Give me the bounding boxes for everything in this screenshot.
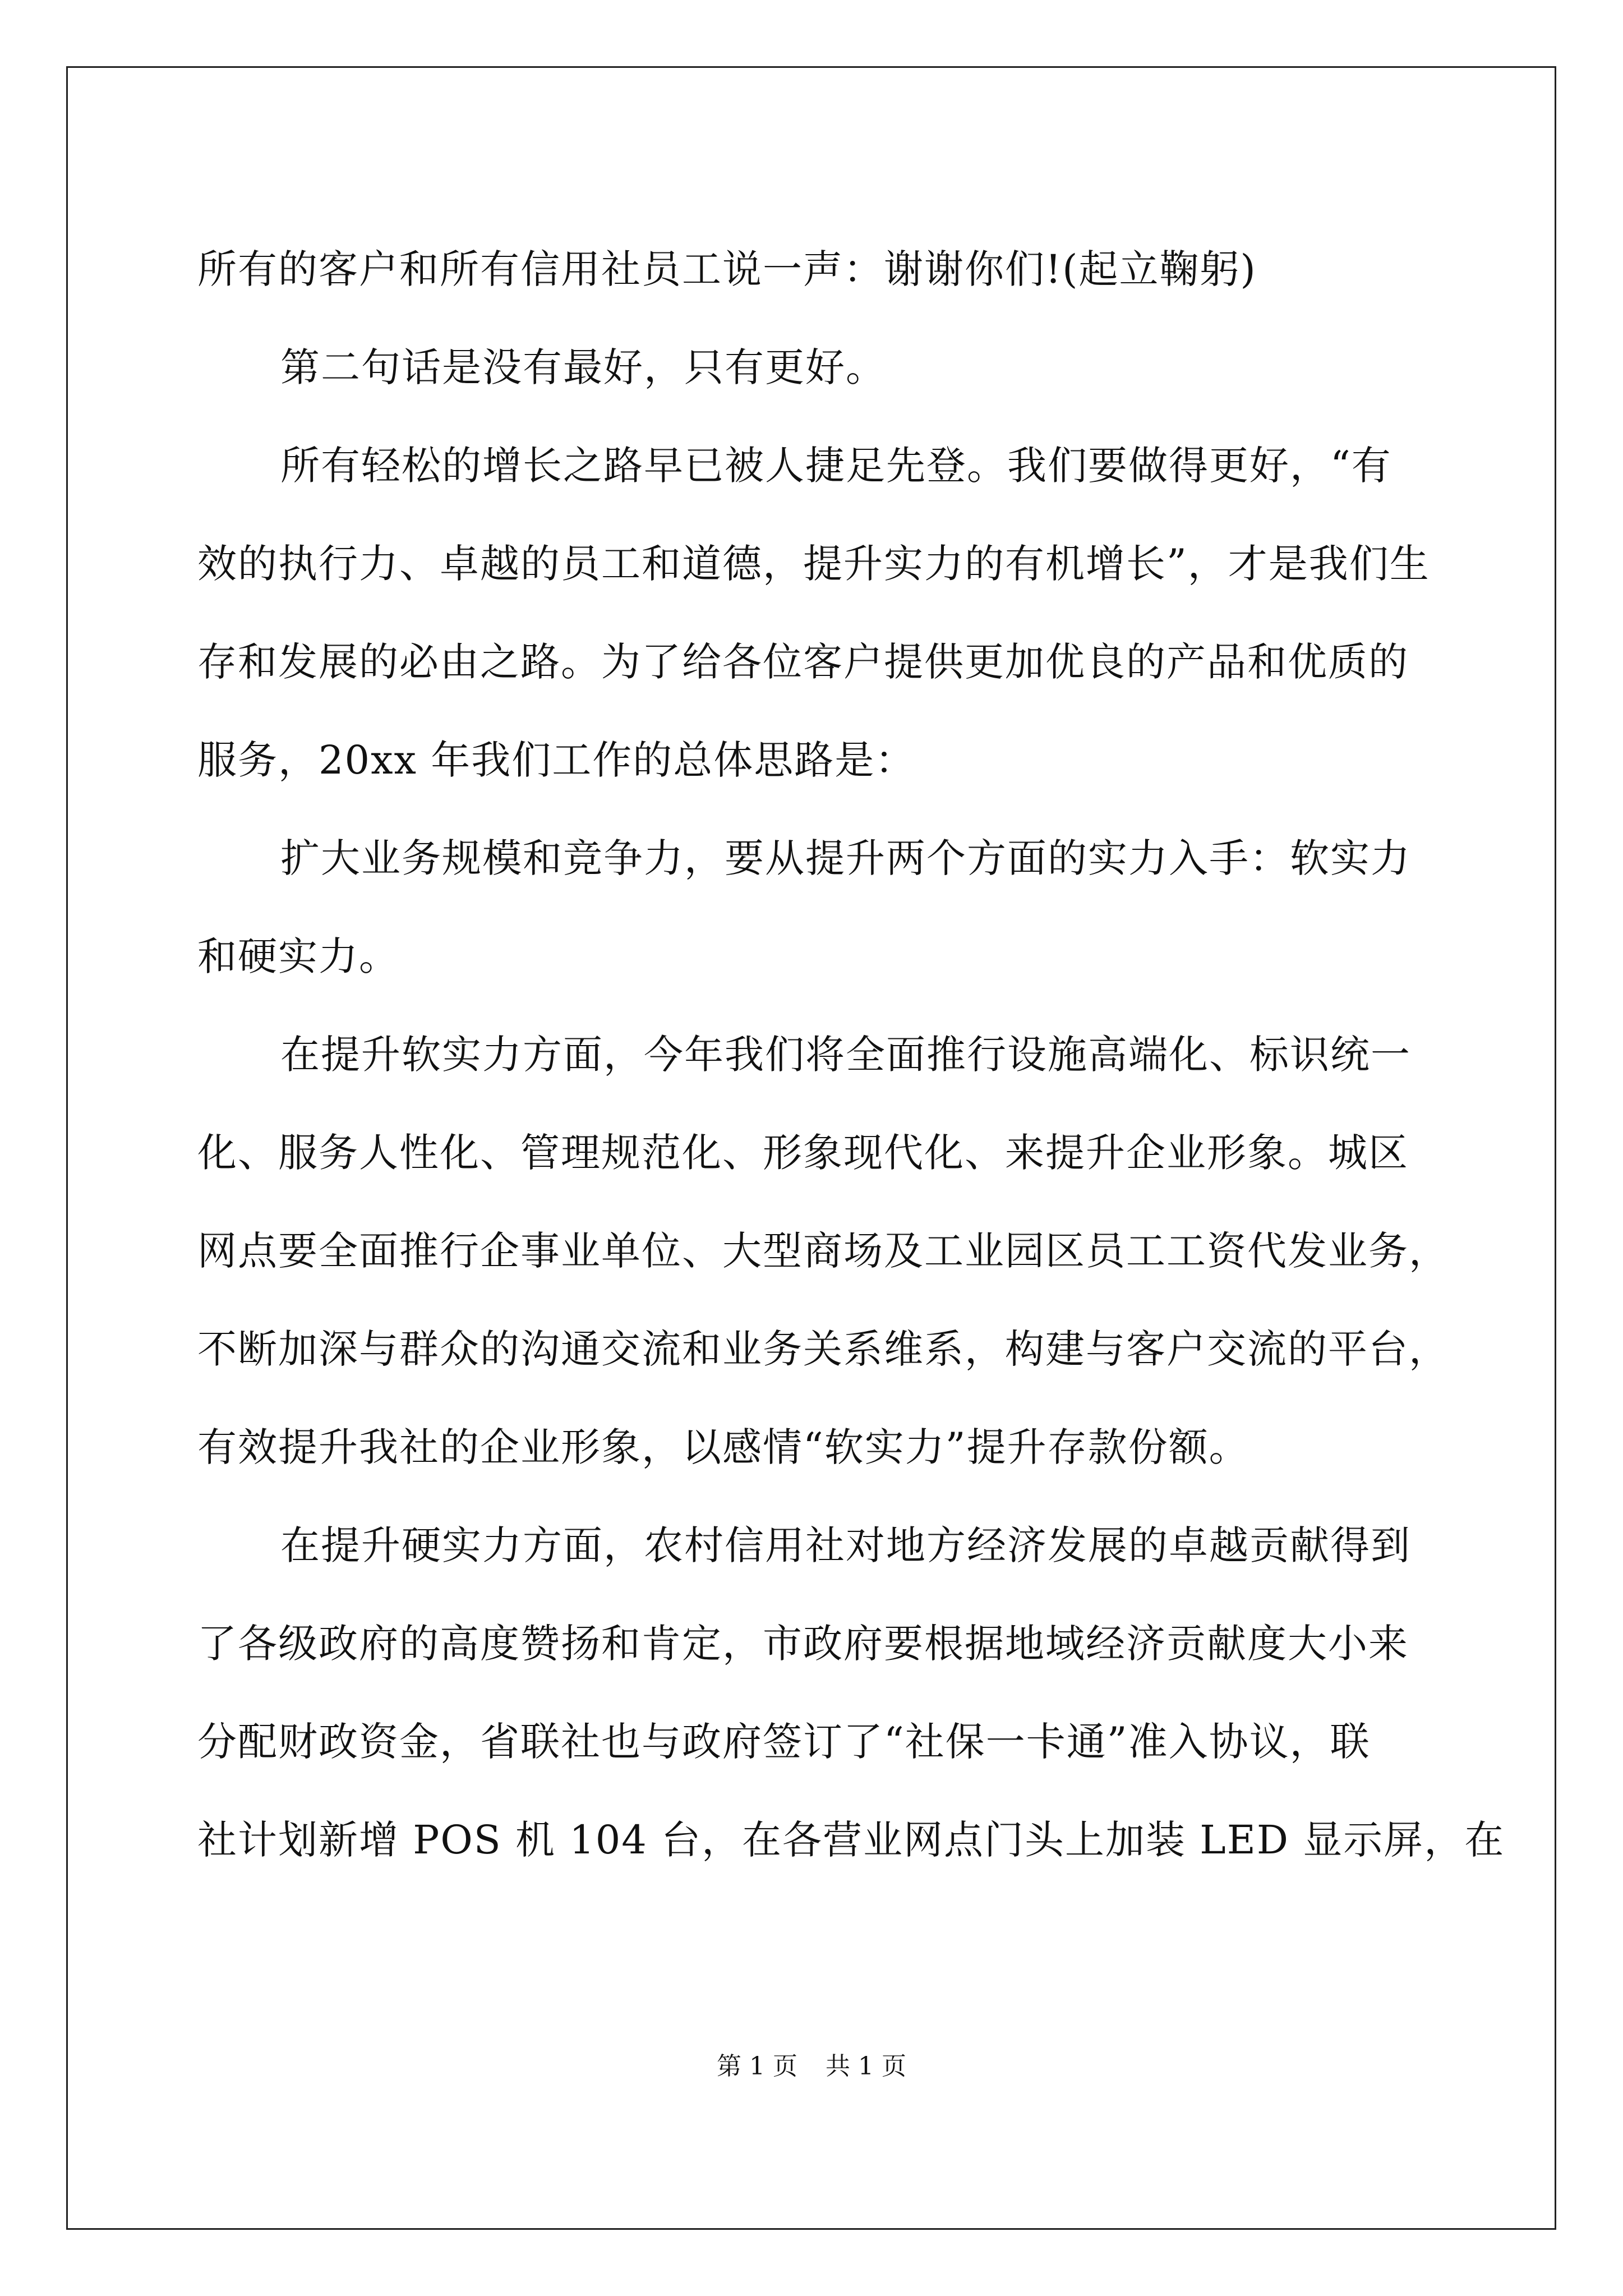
page-number: 第 1 页	[717, 2052, 797, 2081]
document-body	[197, 220, 1505, 1889]
page-total: 共 1 页	[826, 2052, 906, 2081]
text-line: 和硬实力。	[197, 933, 399, 979]
paragraph-start: 扩大业务规模和竞争力，要从提升两个方面的实力入手：软实力	[280, 835, 1411, 881]
text-line: 网点要全面推行企事业单位、大型商场及工业园区员工工资代发业务，	[197, 1228, 1449, 1274]
text-line: 分配财政资金，省联社也与政府签订了“社保一卡通”准入协议，联	[197, 1719, 1371, 1765]
paragraph-start: 所有轻松的增长之路早已被人捷足先登。我们要做得更好，“有	[280, 443, 1392, 489]
text-line: 所有的客户和所有信用社员工说一声：谢谢你们!(起立鞠躬)	[197, 246, 1257, 292]
page-footer	[0, 2050, 1623, 2083]
text-line: 社计划新增 POS 机 104 台，在各营业网点门头上加装 LED 显示屏，在	[197, 1817, 1505, 1863]
paragraph-start: 在提升软实力方面，今年我们将全面推行设施高端化、标识统一	[280, 1032, 1411, 1078]
paragraph-start: 在提升硬实力方面，农村信用社对地方经济发展的卓越贡献得到	[280, 1522, 1411, 1568]
text-line: 不断加深与群众的沟通交流和业务关系维系，构建与客户交流的平台，	[197, 1326, 1449, 1372]
text-line: 服务，20xx 年我们工作的总体思路是：	[197, 737, 916, 783]
paragraph-start: 第二句话是没有最好，只有更好。	[280, 344, 886, 390]
text-line: 存和发展的必由之路。为了给各位客户提供更加优良的产品和优质的	[197, 639, 1409, 685]
text-line: 效的执行力、卓越的员工和道德，提升实力的有机增长”，才是我们生	[197, 541, 1430, 587]
text-line: 有效提升我社的企业形象，以感情“软实力”提升存款份额。	[197, 1424, 1249, 1470]
text-line: 了各级政府的高度赞扬和肯定，市政府要根据地域经济贡献度大小来	[197, 1621, 1409, 1667]
text-line: 化、服务人性化、管理规范化、形象现代化、来提升企业形象。城区	[197, 1130, 1409, 1176]
